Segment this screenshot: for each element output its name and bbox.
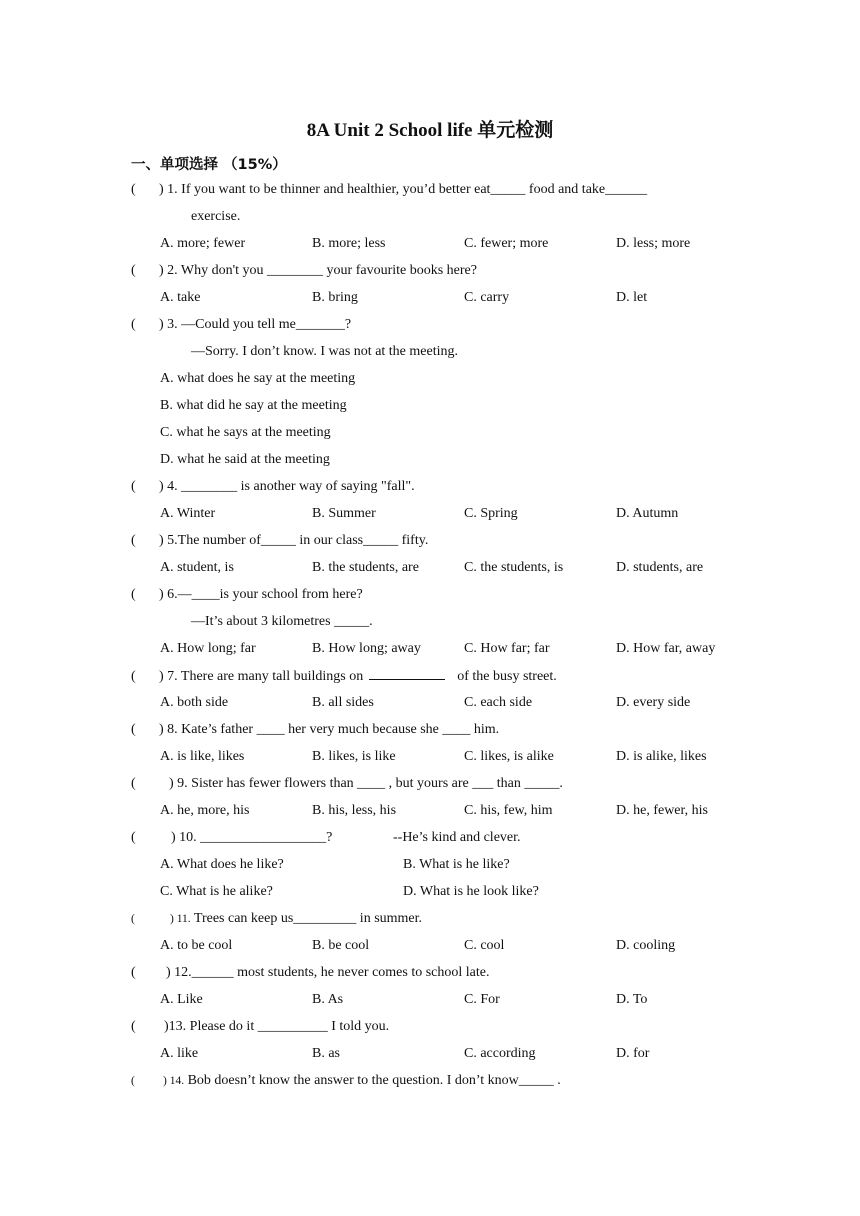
question-14	[131, 1072, 561, 1090]
question-11	[131, 910, 422, 928]
option-b: B. Summer	[312, 506, 376, 521]
question-3-response: —Sorry. I don’t know. I was not at the meeting.	[191, 344, 458, 359]
page-title: 8A Unit 2 School life 单元检测	[306, 120, 554, 141]
option-d: D. students, are	[616, 560, 704, 575]
answer-bracket: (	[131, 722, 136, 737]
option-b: B. what did he say at the meeting	[160, 398, 347, 413]
option-b: B. How long; away	[312, 641, 421, 656]
question-text: ) 12.______ most students, he never comes to school late.	[166, 965, 490, 980]
answer-bracket: (	[131, 587, 136, 602]
option-c: C. his, few, him	[464, 803, 553, 818]
answer-blank	[369, 667, 445, 680]
option-d: D. every side	[616, 695, 691, 710]
question-text: ) 1. If you want to be thinner and healthier, you’d better eat_____ food and take______	[159, 182, 648, 197]
option-d: D. What is he look like?	[403, 884, 539, 899]
question-text: ) 8. Kate’s father ____ her very much because she ____ him.	[159, 722, 500, 737]
question-text: ) 6.—____is your school from here?	[159, 587, 363, 602]
option-b: B. his, less, his	[312, 803, 397, 818]
option-a: A. like	[160, 1046, 199, 1061]
option-d: D. Autumn	[616, 506, 679, 521]
option-c: C. carry	[464, 290, 510, 305]
question-6	[131, 586, 363, 604]
option-b: B. bring	[312, 290, 358, 305]
answer-bracket: (	[131, 669, 136, 684]
question-3	[131, 316, 351, 334]
option-c: C. Spring	[464, 506, 518, 521]
option-a: A. How long; far	[160, 641, 256, 656]
question-text: ) 2. Why don't you ________ your favourite books here?	[159, 263, 477, 278]
answer-bracket: (	[131, 479, 136, 494]
question-text: ) 10. __________________?	[171, 830, 333, 845]
option-c: C. likes, is alike	[464, 749, 554, 764]
option-b: B. be cool	[312, 938, 370, 953]
option-d: D. cooling	[616, 938, 676, 953]
question-9	[131, 775, 563, 793]
answer-bracket: (	[131, 533, 136, 548]
option-b: B. As	[312, 992, 344, 1007]
question-2	[131, 262, 477, 280]
option-a: A. What does he like?	[160, 857, 284, 872]
question-6-response: —It’s about 3 kilometres _____.	[191, 614, 373, 629]
question-10-answer: --He’s kind and clever.	[393, 830, 521, 845]
option-a: A. he, more, his	[160, 803, 250, 818]
answer-bracket: (	[131, 965, 136, 980]
question-text: ) 5.The number of_____ in our class_____ fifty.	[159, 533, 429, 548]
option-b: B. more; less	[312, 236, 386, 251]
question-7	[131, 667, 557, 686]
answer-bracket: (	[131, 317, 136, 332]
answer-bracket: (	[131, 776, 136, 791]
option-b: B. the students, are	[312, 560, 419, 575]
question-text: Trees can keep us_________ in summer.	[193, 911, 423, 926]
option-c: C. what he says at the meeting	[160, 425, 331, 440]
question-10	[131, 829, 332, 847]
question-13	[131, 1018, 389, 1036]
option-d: D. let	[616, 290, 648, 305]
option-a: A. take	[160, 290, 201, 305]
question-text: )13. Please do it __________ I told you.	[164, 1019, 390, 1034]
question-12	[131, 964, 490, 982]
answer-bracket: (	[131, 263, 136, 278]
option-d: D. How far, away	[616, 641, 716, 656]
option-b: B. What is he like?	[403, 857, 510, 872]
option-c: C. fewer; more	[464, 236, 549, 251]
option-d: D. what he said at the meeting	[160, 452, 330, 467]
option-d: D. he, fewer, his	[616, 803, 708, 818]
answer-bracket: (	[131, 913, 135, 925]
question-text: ) 7. There are many tall buildings on	[159, 669, 364, 684]
option-a: A. to be cool	[160, 938, 233, 953]
question-text: ) 9. Sister has fewer flowers than ____ , but yours are ___ than _____.	[169, 776, 563, 791]
answer-bracket: (	[131, 182, 136, 197]
option-d: D. To	[616, 992, 648, 1007]
option-c: C. the students, is	[464, 560, 564, 575]
option-d: D. for	[616, 1046, 650, 1061]
option-c: C. How far; far	[464, 641, 550, 656]
option-a: A. both side	[160, 695, 229, 710]
option-b: B. all sides	[312, 695, 374, 710]
option-a: A. more; fewer	[160, 236, 246, 251]
question-1-continued: exercise.	[191, 209, 241, 224]
option-a: A. Winter	[160, 506, 216, 521]
question-number: ) 14.	[163, 1075, 185, 1087]
option-c: C. according	[464, 1046, 536, 1061]
option-a: A. Like	[160, 992, 203, 1007]
section-heading: 一、单项选择 （15%）	[131, 157, 287, 173]
option-c: C. What is he alike?	[160, 884, 273, 899]
option-c: C. cool	[464, 938, 505, 953]
question-number: ) 11.	[170, 913, 191, 925]
question-5	[131, 532, 428, 550]
answer-bracket: (	[131, 1075, 135, 1087]
question-text-end: of the busy street.	[457, 669, 557, 684]
question-text: ) 4. ________ is another way of saying "fall".	[159, 479, 415, 494]
question-1	[131, 181, 647, 199]
question-text: ) 3. —Could you tell me_______?	[159, 317, 352, 332]
option-c: C. each side	[464, 695, 533, 710]
question-8	[131, 721, 499, 739]
option-d: D. less; more	[616, 236, 691, 251]
option-a: A. student, is	[160, 560, 234, 575]
answer-bracket: (	[131, 1019, 136, 1034]
option-c: C. For	[464, 992, 500, 1007]
question-text: Bob doesn’t know the answer to the question. I don’t know_____ .	[187, 1073, 561, 1088]
question-4	[131, 478, 415, 496]
option-b: B. likes, is like	[312, 749, 396, 764]
option-b: B. as	[312, 1046, 340, 1061]
option-a: A. what does he say at the meeting	[160, 371, 356, 386]
option-d: D. is alike, likes	[616, 749, 707, 764]
answer-bracket: (	[131, 830, 136, 845]
option-a: A. is like, likes	[160, 749, 245, 764]
